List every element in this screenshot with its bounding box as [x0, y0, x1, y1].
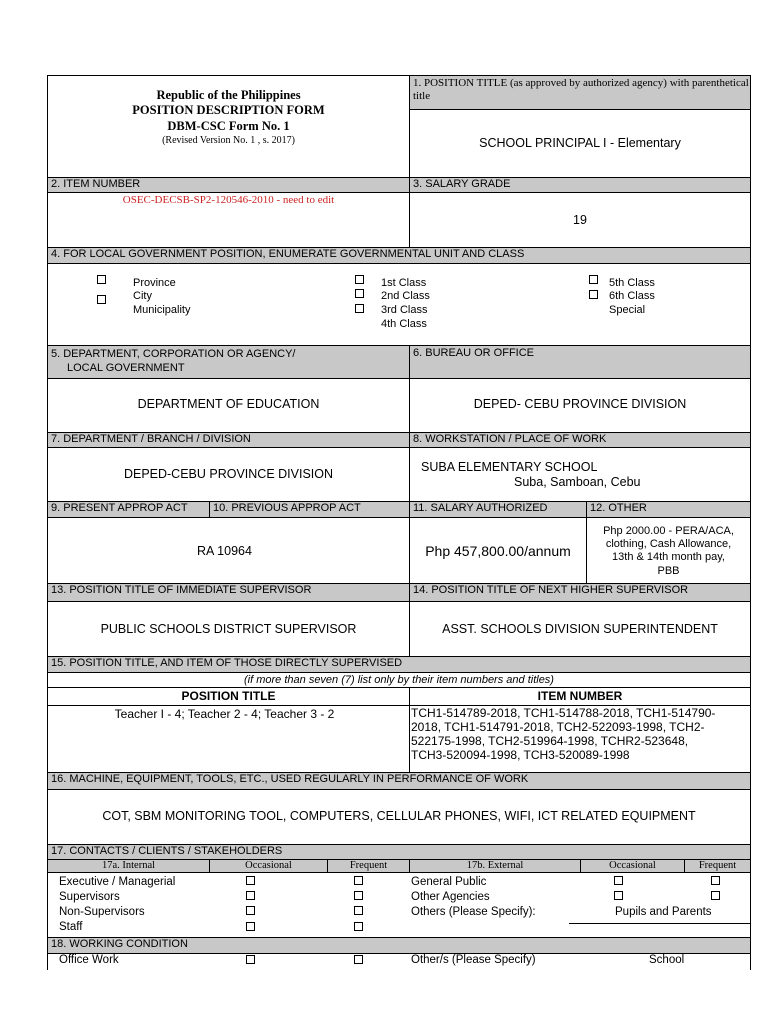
other-line2: clothing, Cash Allowance,	[605, 538, 732, 550]
supervised-items-line1: TCH1-514789-2018, TCH1-514788-2018, TCH1-514790-	[411, 706, 716, 720]
executive-occasional-checkbox[interactable]	[246, 876, 255, 885]
other-line3: 13th & 14th month pay,	[612, 551, 725, 563]
header-revision: (Revised Version No. 1 , s. 2017)	[162, 135, 295, 146]
salary-grade-label: 3. SALARY GRADE	[409, 177, 751, 193]
class-first: 1st Class	[381, 277, 427, 289]
working-others-value: School	[649, 954, 685, 966]
external-row-others: Others (Please Specify):	[411, 906, 536, 918]
staff-occasional-checkbox[interactable]	[246, 922, 255, 931]
workstation-address: Suba, Samboan, Cebu	[514, 475, 641, 489]
position-title-label	[409, 75, 751, 110]
external-row-other-agencies: Other Agencies	[411, 891, 490, 903]
external-others-value: Pupils and Parents	[615, 906, 712, 918]
unit-province: Province	[133, 277, 176, 289]
branch-division-label: 7. DEPARTMENT / BRANCH / DIVISION	[47, 432, 410, 448]
first-class-checkbox[interactable]	[355, 275, 364, 284]
working-others-label: Other/s (Please Specify)	[411, 954, 536, 966]
bureau-value: DEPED- CEBU PROVINCE DIVISION	[473, 397, 687, 411]
executive-frequent-checkbox[interactable]	[354, 876, 363, 885]
workstation-value: SUBA ELEMENTARY SCHOOL	[421, 460, 598, 474]
branch-division-value: DEPED-CEBU PROVINCE DIVISION	[123, 467, 334, 481]
bureau-label: 6. BUREAU OR OFFICE	[409, 345, 751, 379]
class-third: 3rd Class	[381, 304, 428, 316]
position-title-value: SCHOOL PRINCIPAL I - Elementary	[479, 136, 681, 150]
sixth-class-checkbox[interactable]	[589, 290, 598, 299]
equipment-value: COT, SBM MONITORING TOOL, COMPUTERS, CELLULAR PHONES, WIFI, ICT RELATED EQUIPMENT	[102, 809, 696, 823]
others-specify-underline	[569, 923, 751, 924]
external-occasional-header: Occasional	[580, 859, 685, 873]
supervisors-frequent-checkbox[interactable]	[354, 891, 363, 900]
class-special: Special	[609, 304, 646, 316]
internal-row-supervisors: Supervisors	[59, 891, 120, 903]
other-label: 12. OTHER	[586, 501, 751, 518]
next-supervisor-value: ASST. SCHOOLS DIVISION SUPERINTENDENT	[442, 622, 718, 636]
working-condition-label: 18. WORKING CONDITION	[47, 937, 751, 954]
other-line1: Php 2000.00 - PERA/ACA,	[603, 525, 734, 537]
other-agencies-frequent-checkbox[interactable]	[711, 891, 720, 900]
office-frequent-checkbox[interactable]	[354, 955, 363, 964]
province-checkbox[interactable]	[97, 275, 106, 284]
general-public-frequent-checkbox[interactable]	[711, 876, 720, 885]
equipment-label: 16. MACHINE, EQUIPMENT, TOOLS, ETC., USED REGULARLY IN PERFORMANCE OF WORK	[47, 772, 751, 790]
previous-approp-label: 10. PREVIOUS APPROP ACT	[209, 501, 410, 518]
supervised-items-line4: TCH3-520094-1998, TCH3-520089-1998	[411, 748, 630, 762]
supervised-col-item: ITEM NUMBER	[537, 689, 623, 703]
external-frequent-header: Frequent	[684, 859, 751, 873]
supervisors-occasional-checkbox[interactable]	[246, 891, 255, 900]
other-line4: PBB	[657, 565, 680, 577]
class-second: 2nd Class	[381, 290, 430, 302]
external-col-header: 17b. External	[409, 859, 581, 873]
class-sixth: 6th Class	[609, 290, 655, 302]
other-agencies-occasional-checkbox[interactable]	[614, 891, 623, 900]
class-fifth: 5th Class	[609, 277, 655, 289]
position-title-label-text: 1. POSITION TITLE (as approved by authorized agency) with parenthetical title	[413, 77, 749, 102]
internal-row-executive: Executive / Managerial	[59, 876, 176, 888]
lgu-class-label: 4. FOR LOCAL GOVERNMENT POSITION, ENUMERATE GOVERNMENTAL UNIT AND CLASS	[47, 247, 751, 264]
non-supervisors-frequent-checkbox[interactable]	[354, 906, 363, 915]
third-class-checkbox[interactable]	[355, 304, 364, 313]
internal-row-non-supervisors: Non-Supervisors	[59, 906, 145, 918]
contacts-label: 17. CONTACTS / CLIENTS / STAKEHOLDERS	[47, 844, 751, 860]
supervised-label: 15. POSITION TITLE, AND ITEM OF THOSE DIRECTLY SUPERVISED	[47, 656, 751, 673]
header-form-title: POSITION DESCRIPTION FORM	[132, 103, 325, 117]
city-checkbox[interactable]	[97, 295, 106, 304]
immediate-supervisor-value: PUBLIC SCHOOLS DISTRICT SUPERVISOR	[100, 622, 357, 636]
internal-occasional-header: Occasional	[209, 859, 328, 873]
staff-frequent-checkbox[interactable]	[354, 922, 363, 931]
position-description-form	[47, 75, 751, 975]
working-row-office: Office Work	[59, 954, 119, 966]
supervised-items-line3: 522175-1998, TCH2-519964-1998, TCHR2-523648,	[411, 734, 689, 748]
department-label	[47, 345, 410, 379]
supervised-items-line2: 2018, TCH1-514791-2018, TCH2-522093-1998, TCH2-	[411, 720, 705, 734]
immediate-supervisor-label: 13. POSITION TITLE OF IMMEDIATE SUPERVISOR	[47, 583, 410, 602]
fifth-class-checkbox[interactable]	[589, 275, 598, 284]
supervised-note: (if more than seven (7) list only by their item numbers and titles)	[244, 674, 554, 686]
next-supervisor-label: 14. POSITION TITLE OF NEXT HIGHER SUPERVISOR	[409, 583, 751, 602]
salary-grade-value: 19	[573, 213, 587, 227]
present-approp-value: RA 10964	[197, 544, 252, 558]
unit-city: City	[133, 290, 152, 302]
internal-row-staff: Staff	[59, 921, 83, 933]
salary-authorized-value: Php 457,800.00/annum	[425, 543, 571, 559]
supervised-titles-value: Teacher I - 4; Teacher 2 - 4; Teacher 3 - 2	[114, 707, 335, 721]
internal-frequent-header: Frequent	[327, 859, 410, 873]
department-value: DEPARTMENT OF EDUCATION	[137, 397, 320, 411]
office-occasional-checkbox[interactable]	[246, 955, 255, 964]
salary-authorized-label: 11. SALARY AUTHORIZED	[409, 501, 587, 518]
internal-col-header: 17a. Internal	[47, 859, 210, 873]
unit-municipality: Municipality	[133, 304, 191, 316]
working-body-right-border	[750, 953, 751, 970]
present-approp-label: 9. PRESENT APPROP ACT	[47, 501, 210, 518]
general-public-occasional-checkbox[interactable]	[614, 876, 623, 885]
item-number-label: 2. ITEM NUMBER	[47, 177, 410, 193]
external-row-general-public: General Public	[411, 876, 487, 888]
header-form-number: DBM-CSC Form No. 1	[167, 119, 290, 133]
supervised-col-title: POSITION TITLE	[181, 689, 276, 703]
contacts-body-right-border	[750, 872, 751, 938]
class-fourth: 4th Class	[381, 318, 427, 330]
department-label-line2: LOCAL GOVERNMENT	[67, 362, 185, 374]
workstation-label: 8. WORKSTATION / PLACE OF WORK	[409, 432, 751, 448]
second-class-checkbox[interactable]	[355, 289, 364, 298]
header-republic: Republic of the Philippines	[156, 88, 301, 102]
department-label-line1: 5. DEPARTMENT, CORPORATION OR AGENCY/	[51, 348, 296, 360]
non-supervisors-occasional-checkbox[interactable]	[246, 906, 255, 915]
contacts-body-left-border	[47, 872, 48, 938]
working-body-left-border	[47, 953, 48, 970]
item-number-value: OSEC-DECSB-SP2-120546-2010 - need to edit	[122, 194, 335, 206]
